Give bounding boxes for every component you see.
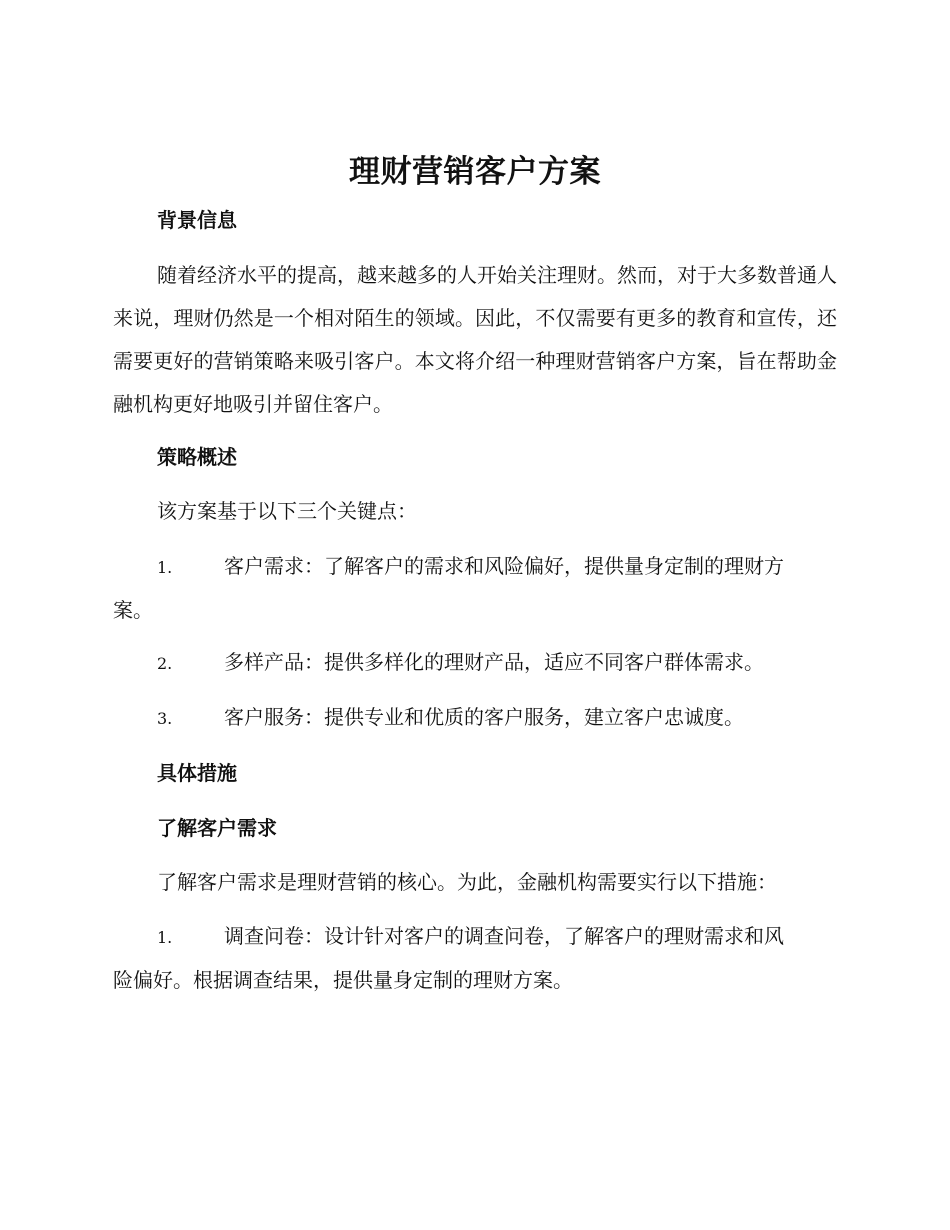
paragraph-background: 随着经济水平的提高，越来越多的人开始关注理财。然而，对于大多数普通人来说，理财仍然是一个相对陌生的领域。因此，不仅需要有更多的教育和宣传，还需要更好的营销策略来吸引客户。本文将介绍一种理财营销客户方案，旨在帮助金融机构更好地吸引并留住客户。 [113,263,837,416]
list-item-diverse-products [113,641,837,685]
list-item-first-line [113,641,837,685]
list-item-text: 客户需求：了解客户的需求和风险偏好，提供量身定制的理财方 [224,554,784,578]
list-item-number: 1. [157,558,173,577]
list-item-continuation: 险偏好。根据调查结果，提供量身定制的理财方案。 [113,968,573,992]
heading-measures: 具体措施 [157,761,237,785]
paragraph-measures-intro: 了解客户需求是理财营销的核心。为此，金融机构需要实行以下措施： [157,870,777,894]
list-item-survey [113,915,837,1002]
list-item-first-line [113,545,837,589]
list-item-number: 3. [157,709,173,728]
subheading-understand-needs: 了解客户需求 [157,816,277,840]
document-title: 理财营销客户方案 [349,154,601,190]
list-item-text: 调查问卷：设计针对客户的调查问卷，了解客户的理财需求和风 [224,924,784,948]
list-item-text: 多样产品：提供多样化的理财产品，适应不同客户群体需求。 [224,650,764,674]
list-item-number: 2. [157,654,173,673]
paragraph-strategy-intro: 该方案基于以下三个关键点： [157,499,417,523]
list-item-customer-service [113,696,837,740]
list-item-text: 客户服务：提供专业和优质的客户服务，建立客户忠诚度。 [224,705,744,729]
list-item-customer-needs [113,545,837,632]
list-item-first-line [113,696,837,740]
heading-background: 背景信息 [157,208,237,232]
heading-strategy: 策略概述 [157,445,237,469]
list-item-continuation: 案。 [113,598,153,622]
list-item-first-line [113,915,837,959]
list-item-number: 1. [157,928,173,947]
